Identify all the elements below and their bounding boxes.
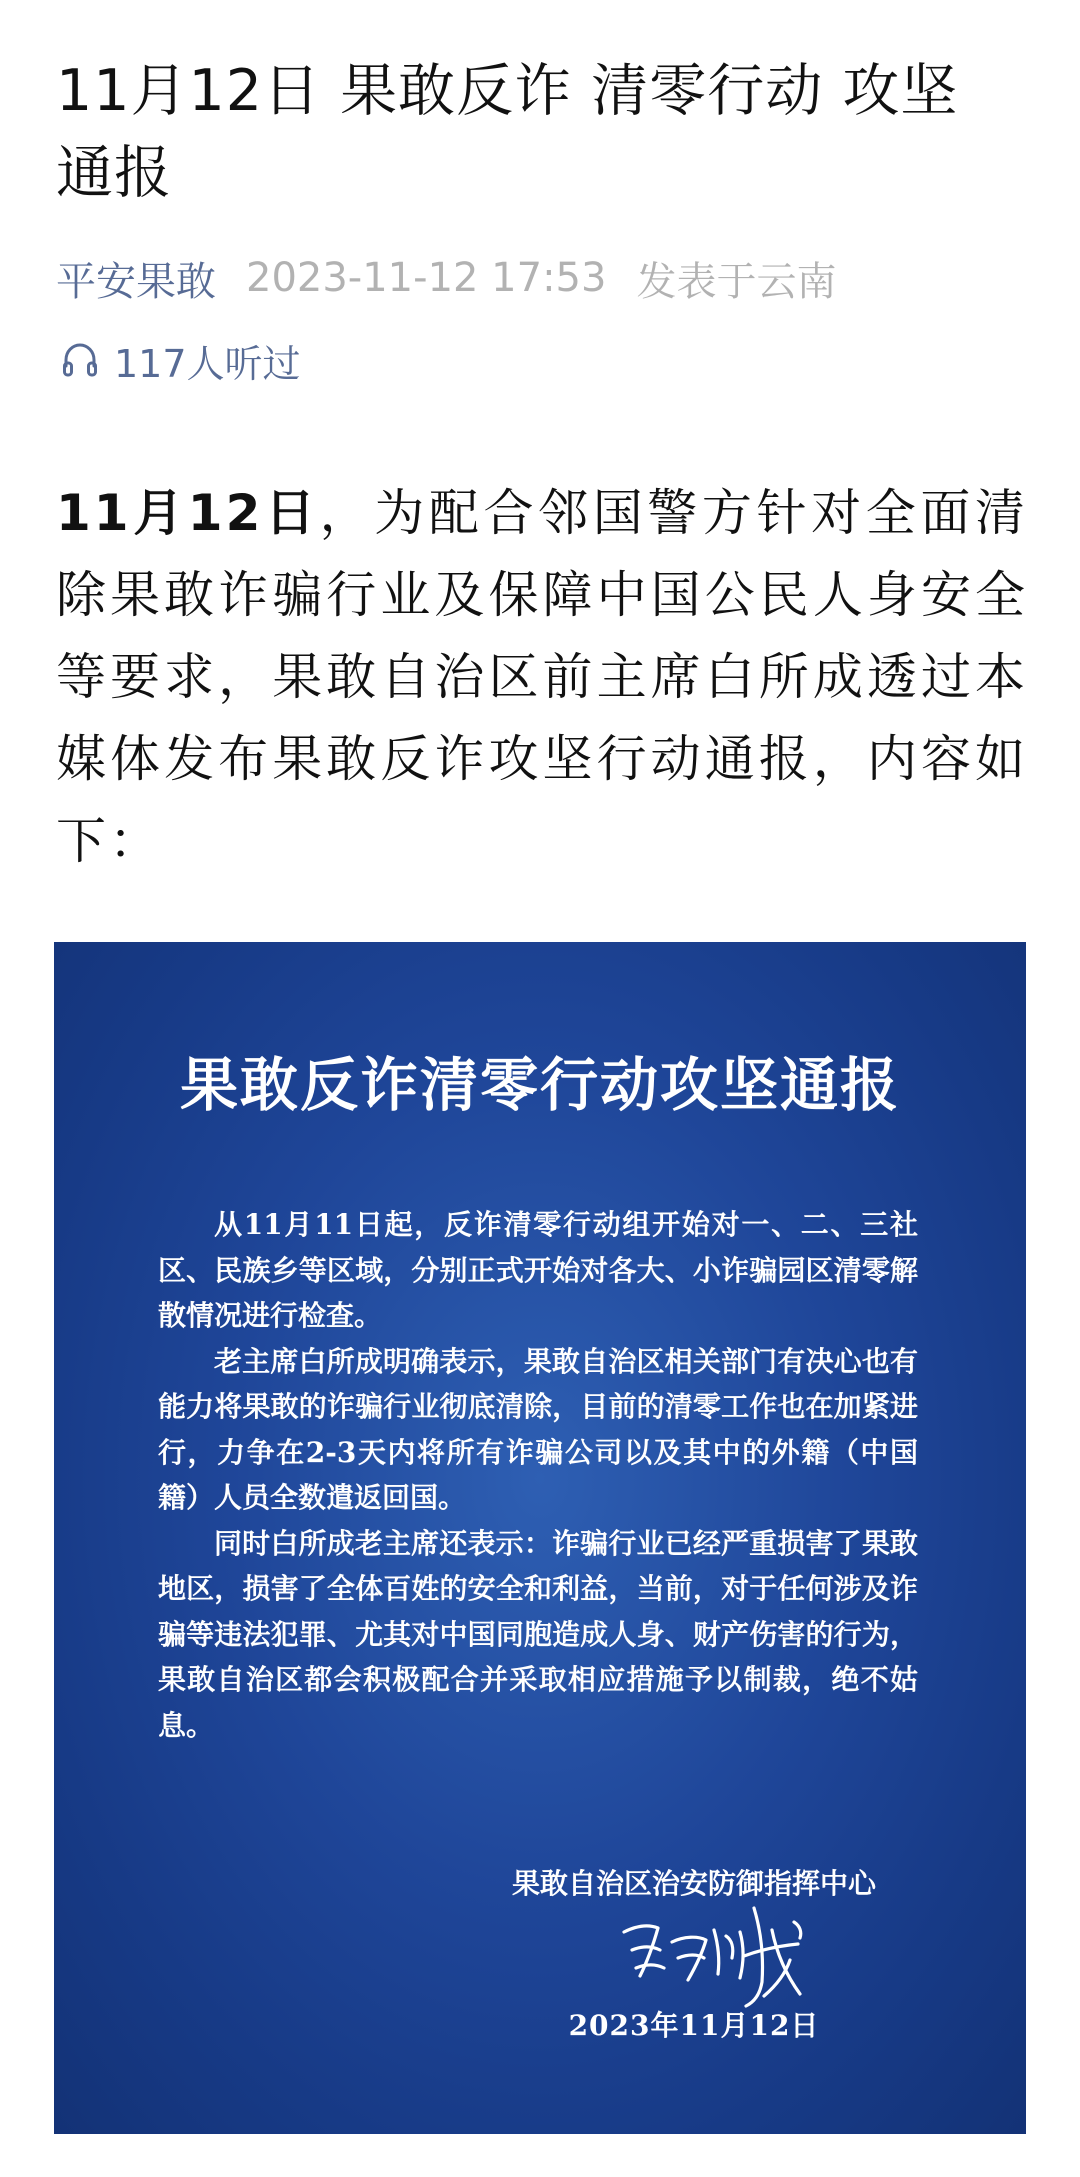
listen-audio-button[interactable]: [60, 330, 301, 390]
notice-paragraph: 同时白所成老主席还表示：诈骗行业已经严重损害了果敢地区，损害了全体百姓的安全和利益，当前，对于任何涉及诈骗等违法犯罪、尤其对中国同胞造成人身、财产伤害的行为，果敢自治区都会积极配合并采取相应措施予以制裁，绝不姑息。: [158, 1526, 918, 1742]
notice-image[interactable]: [54, 942, 1026, 2134]
notice-paragraph: 老主席白所成明确表示，果敢自治区相关部门有决心也有能力将果敢的诈骗行业彻底清除，目前的清零工作也在加紧进行，力争在2-3天内将所有诈骗公司以及其中的外籍（中国籍）人员全数遣返回国。: [158, 1344, 918, 1514]
article-intro-paragraph: [56, 472, 1028, 882]
headphones-icon: [60, 340, 100, 380]
notice-organization: 果敢自治区治安防御指挥中心: [511, 1867, 876, 1900]
publish-date: 2023-11-12 17:53: [246, 255, 607, 301]
notice-date: 2023年11月12日: [568, 2009, 820, 2042]
article-meta: [56, 248, 836, 308]
handwritten-signature: [614, 1902, 824, 2012]
notice-body: [158, 1202, 918, 1748]
listen-count: 117人听过: [114, 341, 301, 386]
account-name-link[interactable]: 平安果敢: [56, 258, 216, 305]
notice-paragraph: 从11月11日起，反诈清零行动组开始对一、二、三社区、民族乡等区域，分别正式开始对各大、小诈骗园区清零解散情况进行检查。: [158, 1208, 918, 1332]
intro-text: ，为配合邻国警方针对全面清除果敢诈骗行业及保障中国公民人身安全等要求，果敢自治区前主席白所成透过本媒体发布果敢反诈攻坚行动通报，内容如下：: [56, 484, 1028, 870]
intro-date-bold: 11月12日: [56, 484, 320, 542]
article-title: 11月12日 果敢反诈 清零行动 攻坚通报: [56, 58, 959, 206]
publish-location: 发表于云南: [636, 258, 837, 305]
notice-title: 果敢反诈清零行动攻坚通报: [179, 1051, 900, 1119]
